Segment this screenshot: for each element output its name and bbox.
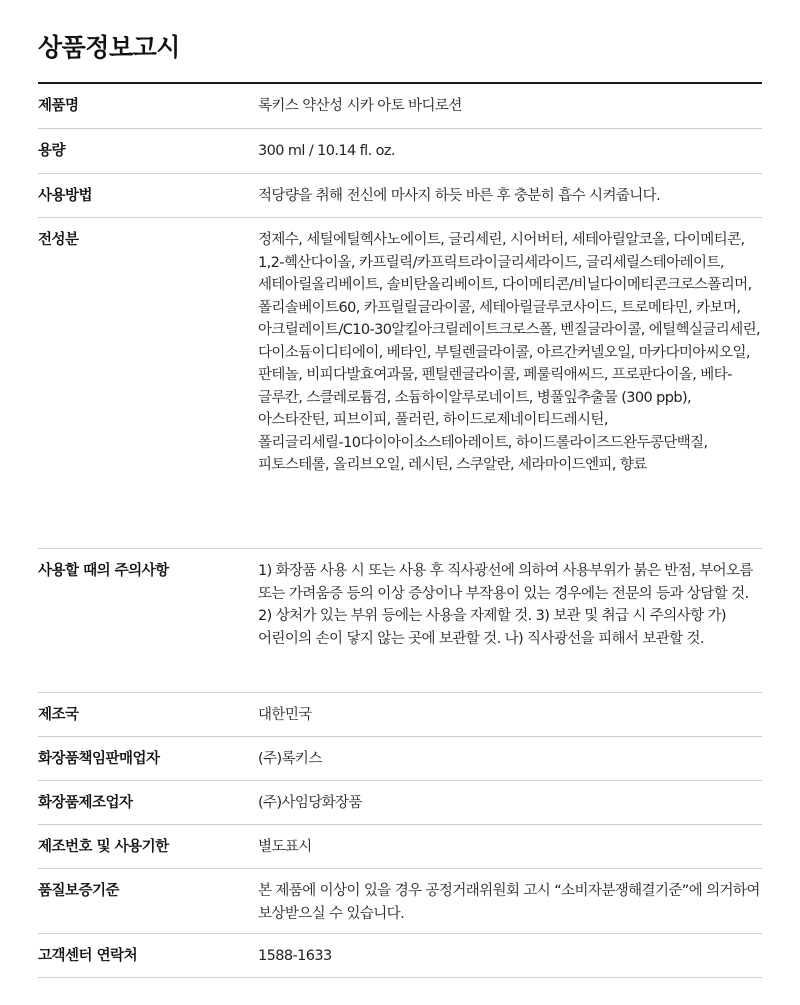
table-row-ingredients bbox=[38, 218, 762, 549]
row-label: 사용방법 bbox=[38, 188, 93, 204]
row-value: 1) 화장품 사용 시 또는 사용 후 직사광선에 의하여 사용부위가 붉은 반점, 부어오름 또는 가려움증 등의 이상 증상이나 부작용이 있는 경우에는 전문의 등과 상담할 것. 2) 상처가 있는 부위 등에는 사용을 자제할 것. 3) 보관 및 취급 시 주의사항 가) 어린이의 손이 닿지 않는 곳에 보관할 것. 나) 직사광선을 피해서 보관할 것. bbox=[258, 563, 753, 647]
table-row-quality-assurance bbox=[38, 869, 762, 934]
table-row-cautions bbox=[38, 549, 762, 693]
row-value: 본 제품에 이상이 있을 경우 공정거래위원회 고시 “소비자분쟁해결기준”에 의거하여 보상받으실 수 있습니다. bbox=[258, 883, 760, 922]
row-label: 전성분 bbox=[38, 232, 79, 248]
table-row-usage bbox=[38, 174, 762, 218]
row-label: 품질보증기준 bbox=[38, 883, 120, 899]
row-value: (주)사임당화장품 bbox=[258, 795, 362, 811]
table-row-lot-expiry bbox=[38, 825, 762, 869]
table-row-product-name bbox=[38, 84, 762, 129]
row-value: 적당량을 취해 전신에 마사지 하듯 바른 후 충분히 흡수 시켜줍니다. bbox=[258, 188, 661, 204]
row-label: 제조번호 및 사용기한 bbox=[38, 839, 169, 855]
row-label: 용량 bbox=[38, 143, 66, 159]
table-row-volume bbox=[38, 129, 762, 174]
row-label: 고객센터 연락처 bbox=[38, 948, 138, 964]
page-title: 상품정보고시 bbox=[38, 33, 180, 62]
table-row-customer-service bbox=[38, 934, 762, 978]
table-row-country bbox=[38, 693, 762, 737]
row-value: 300 ml / 10.14 fl. oz. bbox=[258, 143, 395, 159]
row-label: 제조국 bbox=[38, 707, 79, 723]
row-value: 별도표시 bbox=[258, 839, 312, 855]
row-label: 제품명 bbox=[38, 98, 79, 114]
row-label: 화장품제조업자 bbox=[38, 795, 133, 811]
row-value: 대한민국 bbox=[258, 707, 312, 723]
product-info-table bbox=[38, 82, 762, 978]
row-value: 정제수, 세틸에틸헥사노에이트, 글리세린, 시어버터, 세테아릴알코올, 다이메티콘, 1,2-헥산다이올, 카프릴릭/카프릭트라이글리세라이드, 글리세릴스테아레이트, 세테아릴올리베이트, 솔비탄올리베이트, 다이메티콘/비닐다이메티콘크로스폴리머, 폴리솔베이트60, 카프릴릴글라이콜, 세테아릴글루코사이드, 트로메타민, 카보머, 아크릴레이트/C10-30알킬아크릴레이트크로스폴, 벤질글라이콜, 에틸헥실글리세린, 다이소듐이디티에이, 베타인, 부틸렌글라이콜, 아르간커넬오일, 마카다미아씨오일, 판테놀, 비피다발효여과물, 펜틸렌글라이콜, 페룰릭애씨드, 프로판다이올, 베타-글루칸, 스클레로튬검, 소듐하이알루로네이트, 병풀잎추출물 (300 ppb), 아스타잔틴, 피브이피, 풀러린, 하이드로제네이티드레시틴, 폴리글리세릴-10다이아이소스테아레이트, 하이드롤라이즈드완두콩단백질, 피토스테롤, 올리브오일, 레시틴, 스쿠알란, 세라마이드엔피, 향료 bbox=[258, 232, 761, 473]
row-label: 사용할 때의 주의사항 bbox=[38, 563, 169, 579]
table-row-manufacturer bbox=[38, 781, 762, 825]
row-label: 화장품책임판매업자 bbox=[38, 751, 160, 767]
row-value: (주)록키스 bbox=[258, 751, 322, 767]
row-value: 1588-1633 bbox=[258, 948, 332, 964]
table-row-responsible-seller bbox=[38, 737, 762, 781]
row-value: 록키스 약산성 시카 아토 바디로션 bbox=[258, 98, 462, 114]
